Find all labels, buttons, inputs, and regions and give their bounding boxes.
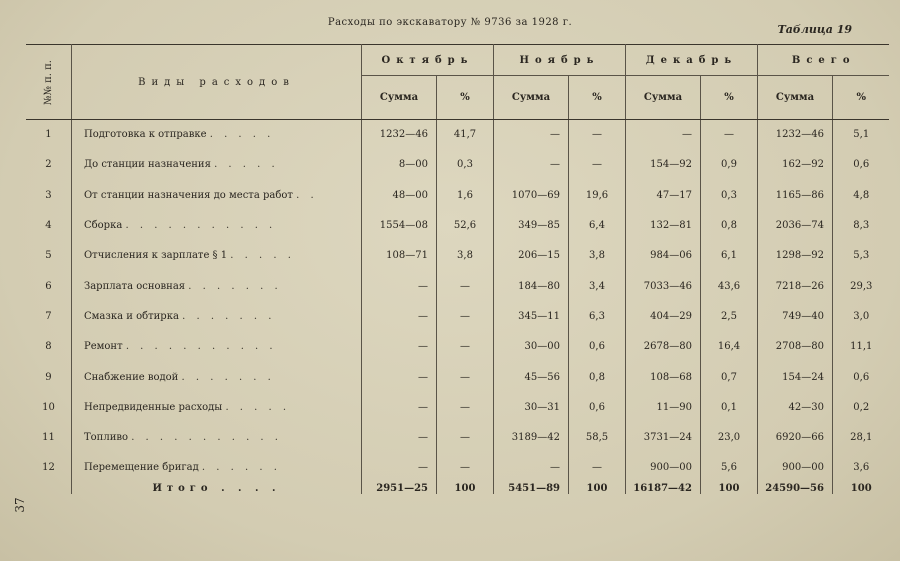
- dec-pct-cell: 2,5: [700, 301, 757, 331]
- row-number: 2: [26, 150, 71, 180]
- expense-kind: Сборка . . . . . . . . . . .: [71, 210, 361, 240]
- oct-pct-cell: —: [436, 453, 493, 483]
- dec-sum-cell: 984—06: [625, 241, 700, 271]
- nov-pct-cell: 0,6: [568, 392, 625, 422]
- total-oct-pct: 100: [436, 483, 493, 494]
- row-number: 1: [26, 120, 71, 150]
- oct-sum-cell: 108—71: [361, 241, 436, 271]
- row-number: 5: [26, 241, 71, 271]
- total-nov-pct: 100: [568, 483, 625, 494]
- sum-header: Сумма: [493, 76, 568, 120]
- tot-pct-cell: 0,2: [853, 401, 870, 413]
- nov-sum-cell: 30—31: [493, 392, 568, 422]
- oct-sum-cell: —: [361, 332, 436, 362]
- nov-sum-cell: —: [493, 120, 568, 150]
- expense-kind: Смазка и обтирка . . . . . . .: [71, 301, 361, 331]
- nov-pct-cell: 58,5: [568, 422, 625, 452]
- oct-sum-cell: —: [361, 392, 436, 422]
- oct-pct-cell: 0,3: [436, 150, 493, 180]
- expense-kind: Ремонт . . . . . . . . . . .: [71, 332, 361, 362]
- oct-pct-cell: —: [436, 422, 493, 452]
- nov-pct-cell: 6,3: [568, 301, 625, 331]
- table-row: [26, 241, 889, 271]
- month-header-october: Октябрь: [361, 45, 493, 76]
- oct-sum-cell: 8—00: [361, 150, 436, 180]
- nov-sum-cell: 1070—69: [493, 180, 568, 210]
- table-row: [26, 120, 889, 150]
- tot-sum-cell: 42—30: [757, 392, 832, 422]
- row-number: 3: [26, 180, 71, 210]
- dec-sum-cell: 3731—24: [625, 422, 700, 452]
- month-header-november: Ноябрь: [493, 45, 625, 76]
- nov-pct-cell: —: [568, 453, 625, 483]
- oct-pct-cell: 41,7: [436, 120, 493, 150]
- tot-pct-cell: 0,6: [853, 159, 870, 171]
- nov-pct-cell: 0,8: [568, 362, 625, 392]
- oct-sum-cell: —: [361, 453, 436, 483]
- dec-pct-cell: 16,4: [700, 332, 757, 362]
- total-label: Итого . . . .: [71, 483, 361, 494]
- dec-pct-cell: 0,7: [700, 362, 757, 392]
- oct-pct-cell: —: [436, 362, 493, 392]
- oct-pct-cell: —: [436, 301, 493, 331]
- tot-pct-cell: 3,0: [853, 310, 870, 322]
- tot-pct-cell: 5,1: [853, 129, 870, 141]
- expenses-table: [26, 44, 889, 494]
- nov-pct-cell: 6,4: [568, 210, 625, 240]
- sum-header: Сумма: [361, 76, 436, 120]
- nov-pct-cell: —: [568, 150, 625, 180]
- dec-pct-cell: 5,6: [700, 453, 757, 483]
- oct-sum-cell: —: [361, 301, 436, 331]
- oct-pct-cell: 52,6: [436, 210, 493, 240]
- pct-header: %: [568, 76, 625, 120]
- total-oct-sum: 2951—25: [361, 483, 436, 494]
- table-row: [26, 453, 889, 483]
- dec-pct-cell: 43,6: [700, 271, 757, 301]
- dec-pct-cell: —: [700, 120, 757, 150]
- sum-header: Сумма: [757, 76, 832, 120]
- tot-sum-cell: 154—24: [757, 362, 832, 392]
- dec-sum-cell: 404—29: [625, 301, 700, 331]
- oct-pct-cell: —: [436, 271, 493, 301]
- dec-sum-cell: 108—68: [625, 362, 700, 392]
- tot-sum-cell: 900—00: [757, 453, 832, 483]
- tot-sum-cell: 7218—26: [757, 271, 832, 301]
- expense-kind: Зарплата основная . . . . . . .: [71, 271, 361, 301]
- tot-sum-cell: 2036—74: [757, 210, 832, 240]
- pct-header: %: [436, 76, 493, 120]
- nov-sum-cell: 30—00: [493, 332, 568, 362]
- tot-pct-cell: 28,1: [850, 432, 873, 444]
- oct-pct-cell: 3,8: [436, 241, 493, 271]
- table-row: [26, 422, 889, 452]
- expense-kind: Топливо . . . . . . . . . . .: [71, 422, 361, 452]
- total-row: [26, 483, 889, 494]
- dec-sum-cell: 2678—80: [625, 332, 700, 362]
- nov-pct-cell: 0,6: [568, 332, 625, 362]
- table-row: [26, 150, 889, 180]
- nov-pct-cell: 19,6: [568, 180, 625, 210]
- total-dec-pct: 100: [700, 483, 757, 494]
- expense-kind: Снабжение водой . . . . . . .: [71, 362, 361, 392]
- expense-kind: От станции назначения до места работ . .: [71, 180, 361, 210]
- tot-sum-cell: 6920—66: [757, 422, 832, 452]
- dec-sum-cell: 7033—46: [625, 271, 700, 301]
- tot-pct-cell: 3,6: [853, 462, 870, 474]
- nov-sum-cell: 45—56: [493, 362, 568, 392]
- dec-sum-cell: —: [625, 120, 700, 150]
- nov-pct-cell: 3,8: [568, 241, 625, 271]
- tot-sum-cell: 1165—86: [757, 180, 832, 210]
- tot-sum-cell: 1298—92: [757, 241, 832, 271]
- nov-sum-cell: —: [493, 150, 568, 180]
- nov-pct-cell: —: [568, 120, 625, 150]
- tot-pct-cell: 4,8: [853, 189, 870, 201]
- expense-kind: Отчисления к зарплате § 1 . . . . .: [71, 241, 361, 271]
- total-all-pct: 100: [850, 483, 872, 495]
- nov-sum-cell: 349—85: [493, 210, 568, 240]
- dec-pct-cell: 0,9: [700, 150, 757, 180]
- number-column-header: №№ п. п.: [26, 45, 71, 120]
- dec-pct-cell: 6,1: [700, 241, 757, 271]
- nov-sum-cell: 345—11: [493, 301, 568, 331]
- row-number: 6: [26, 271, 71, 301]
- row-number: 7: [26, 301, 71, 331]
- table-row: [26, 271, 889, 301]
- table-row: [26, 301, 889, 331]
- kind-column-header: Виды расходов: [71, 45, 361, 120]
- table-row: [26, 362, 889, 392]
- dec-sum-cell: 132—81: [625, 210, 700, 240]
- total-dec-sum: 16187—42: [625, 483, 700, 494]
- oct-sum-cell: 1232—46: [361, 120, 436, 150]
- tot-sum-cell: 2708—80: [757, 332, 832, 362]
- month-header-december: Декабрь: [625, 45, 757, 76]
- table-row: [26, 180, 889, 210]
- table-label: Таблица 19: [777, 23, 852, 36]
- oct-sum-cell: —: [361, 422, 436, 452]
- oct-sum-cell: 48—00: [361, 180, 436, 210]
- expense-kind: Перемещение бригад . . . . . .: [71, 453, 361, 483]
- oct-sum-cell: —: [361, 362, 436, 392]
- nov-pct-cell: 3,4: [568, 271, 625, 301]
- tot-pct-cell: 5,3: [853, 250, 870, 262]
- dec-pct-cell: 0,3: [700, 180, 757, 210]
- tot-sum-cell: 1232—46: [757, 120, 832, 150]
- dec-sum-cell: 11—90: [625, 392, 700, 422]
- row-number: 4: [26, 210, 71, 240]
- pct-header: %: [700, 76, 757, 120]
- nov-sum-cell: 3189—42: [493, 422, 568, 452]
- row-number: 8: [26, 332, 71, 362]
- expense-kind: До станции назначения . . . . .: [71, 150, 361, 180]
- total-nov-sum: 5451—89: [493, 483, 568, 494]
- oct-pct-cell: 1,6: [436, 180, 493, 210]
- oct-pct-cell: —: [436, 392, 493, 422]
- oct-sum-cell: —: [361, 271, 436, 301]
- total-number-cell: [26, 483, 71, 494]
- dec-sum-cell: 47—17: [625, 180, 700, 210]
- table-row: [26, 392, 889, 422]
- tot-sum-cell: 749—40: [757, 301, 832, 331]
- row-number: 10: [26, 392, 71, 422]
- row-number: 12: [26, 453, 71, 483]
- month-header-total: Всего: [757, 45, 889, 76]
- dec-pct-cell: 0,8: [700, 210, 757, 240]
- sum-header: Сумма: [625, 76, 700, 120]
- tot-pct-cell: 11,1: [850, 341, 873, 353]
- page-number: 37: [13, 497, 27, 513]
- total-all-sum: 24590—56: [757, 483, 832, 494]
- dec-pct-cell: 23,0: [700, 422, 757, 452]
- nov-sum-cell: 184—80: [493, 271, 568, 301]
- page-title: Расходы по экскаватору № 9736 за 1928 г.: [327, 17, 573, 28]
- expense-kind: Непредвиденные расходы . . . . .: [71, 392, 361, 422]
- row-number: 11: [26, 422, 71, 452]
- tot-pct-cell: 8,3: [853, 220, 870, 232]
- table-row: [26, 332, 889, 362]
- nov-sum-cell: —: [493, 453, 568, 483]
- tot-sum-cell: 162—92: [757, 150, 832, 180]
- pct-header: %: [832, 76, 889, 120]
- oct-pct-cell: —: [436, 332, 493, 362]
- dec-sum-cell: 900—00: [625, 453, 700, 483]
- dec-sum-cell: 154—92: [625, 150, 700, 180]
- nov-sum-cell: 206—15: [493, 241, 568, 271]
- tot-pct-cell: 0,6: [853, 371, 870, 383]
- table-row: [26, 210, 889, 240]
- expense-kind: Подготовка к отправке . . . . .: [71, 120, 361, 150]
- tot-pct-cell: 29,3: [850, 280, 873, 292]
- row-number: 9: [26, 362, 71, 392]
- oct-sum-cell: 1554—08: [361, 210, 436, 240]
- table-body: [26, 120, 889, 484]
- dec-pct-cell: 0,1: [700, 392, 757, 422]
